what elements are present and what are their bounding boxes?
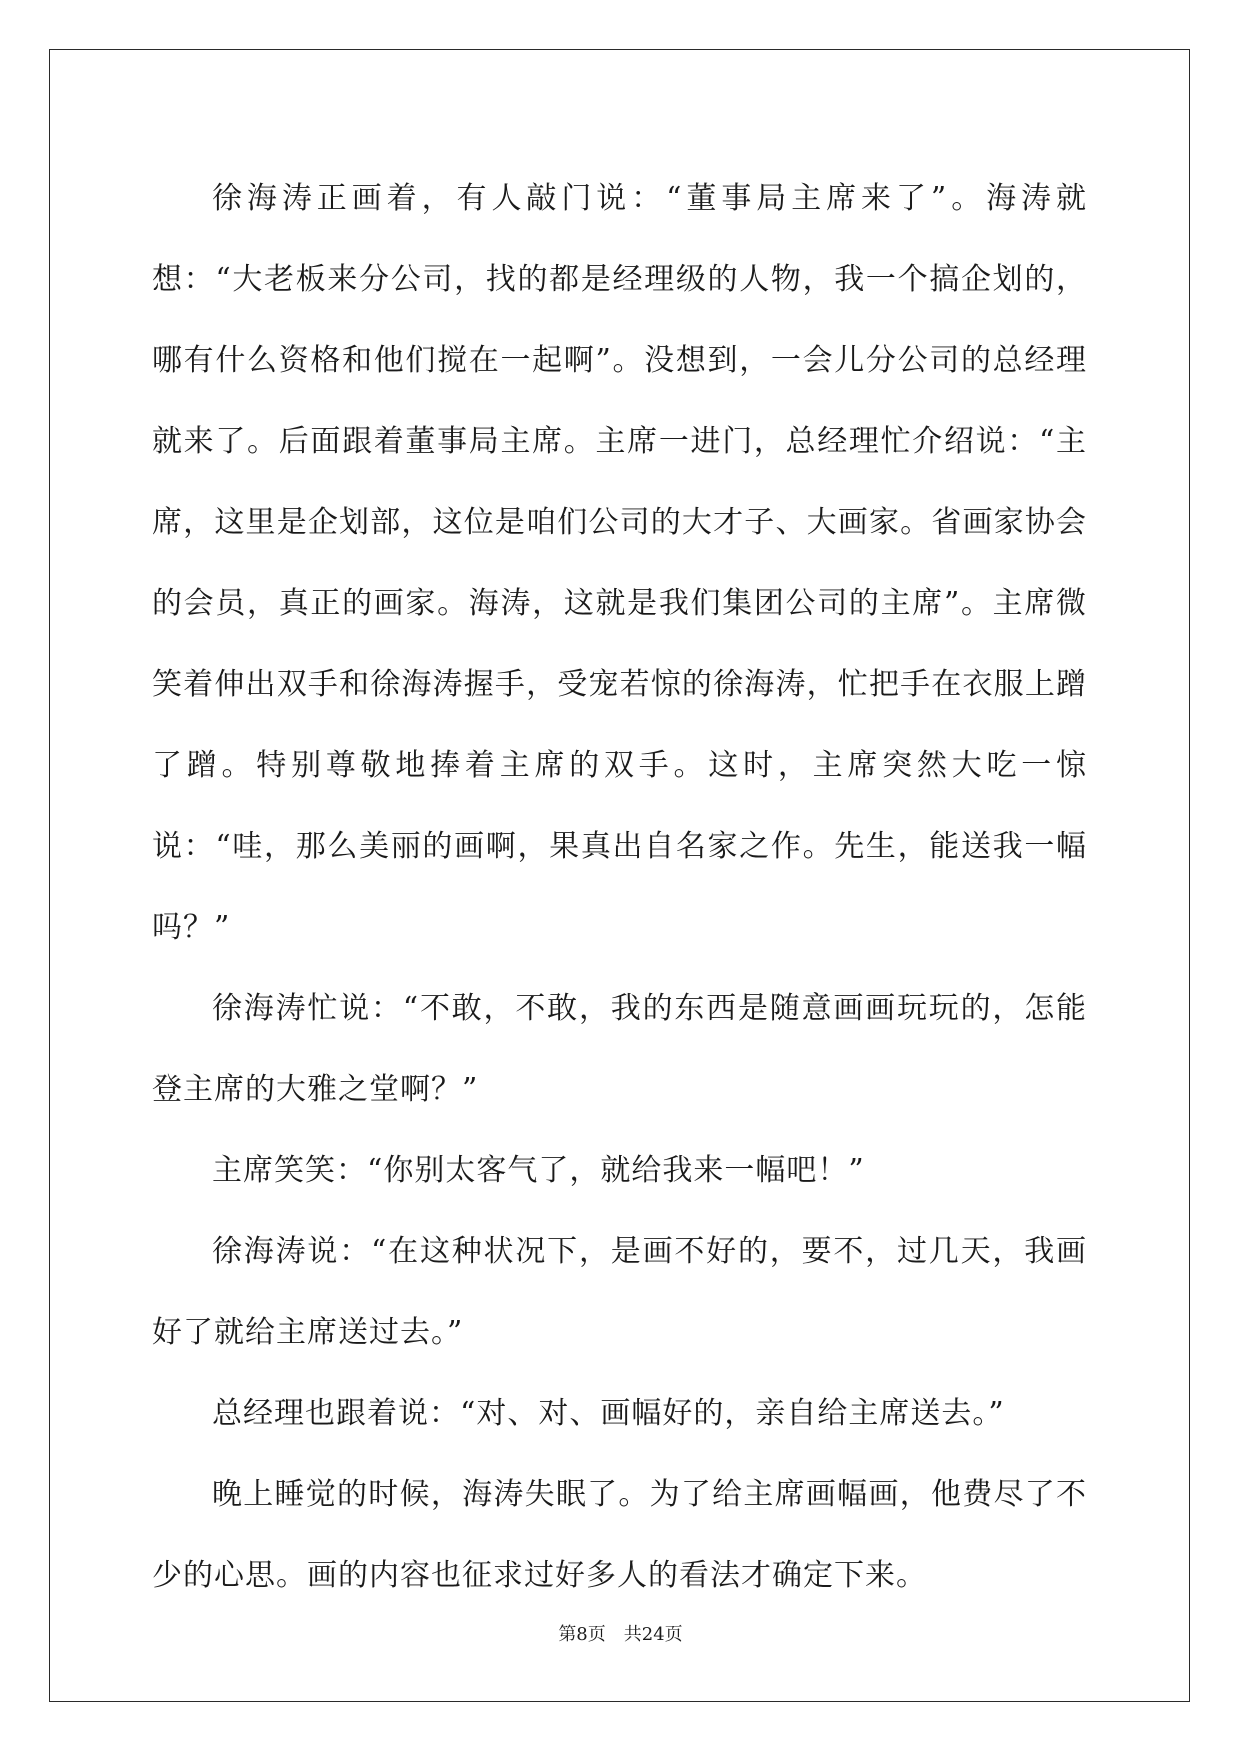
paragraph-6: 晚上睡觉的时候，海涛失眠了。为了给主席画幅画，他费尽了不少的心思。画的内容也征求过好多人的看法才确定下来。 [152,1477,1087,1593]
page-number-current: 第8页 [558,1624,606,1645]
paragraph-3: 主席笑笑：“你别太客气了，就给我来一幅吧！” [212,1153,865,1188]
document-body [152,158,1087,1616]
paragraph-1: 徐海涛正画着，有人敲门说：“董事局主席来了”。海涛就想：“大老板来分公司，找的都是经理级的人物，我一个搞企划的，哪有什么资格和他们搅在一起啊”。没想到，一会儿分公司的总经理就来了。后面跟着董事局主席。主席一进门，总经理忙介绍说：“主席，这里是企划部，这位是咱们公司的大才子、大画家。省画家协会的会员，真正的画家。海涛，这就是我们集团公司的主席”。主席微笑着伸出双手和徐海涛握手，受宠若惊的徐海涛，忙把手在衣服上蹭了蹭。特别尊敬地捧着主席的双手。这时，主席突然大吃一惊说：“哇，那么美丽的画啊，果真出自名家之作。先生，能送我一幅吗？” [152,181,1087,945]
paragraph-5: 总经理也跟着说：“对、对、画幅好的，亲自给主席送去。” [212,1396,1005,1431]
paragraph-2: 徐海涛忙说：“不敢，不敢，我的东西是随意画画玩玩的，怎能登主席的大雅之堂啊？” [152,991,1087,1107]
page-number-total: 共24页 [623,1624,683,1645]
page-footer [0,1620,1241,1646]
paragraph-4: 徐海涛说：“在这种状况下，是画不好的，要不，过几天，我画好了就给主席送过去。” [152,1234,1087,1350]
